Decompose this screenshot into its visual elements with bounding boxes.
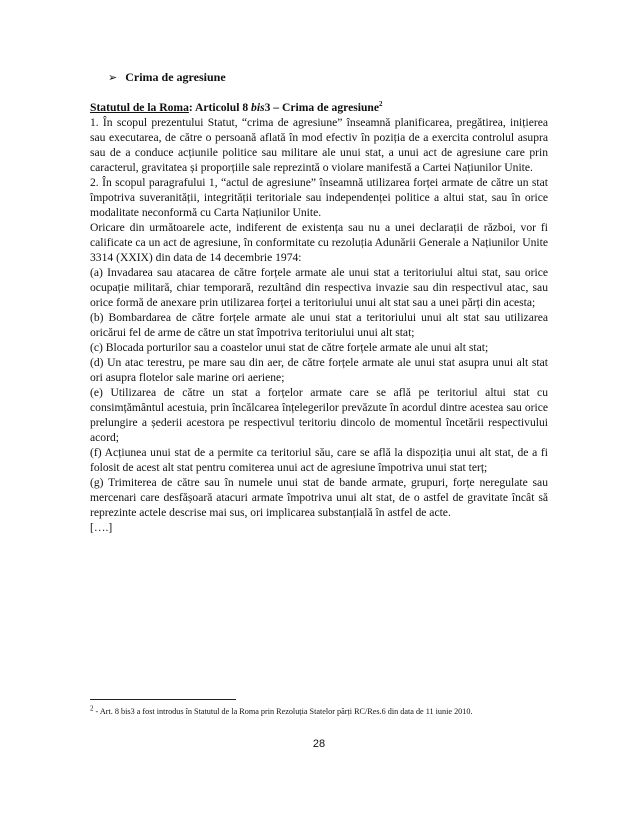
footnote-text: - Art. 8 bis3 a fost introdus în Statutul de la Roma prin Rezoluția Statelor părți RC/Res.6 din data de 11 iunie 2010. — [93, 707, 473, 716]
article-title — [90, 100, 548, 115]
footnote-divider — [90, 699, 236, 700]
statute-name: Statutul de la Roma — [90, 101, 189, 114]
paragraph-item-g: (g) Trimiterea de către sau în numele unui stat de bande armate, grupuri, forțe neregulate sau mercenari care desfășoară atacuri armate împotriva unui alt stat, de o astfel de gravitate încât să reprezinte actele descrise mai sus, ori implicarea substanțială în astfel de acte. — [90, 476, 548, 519]
paragraph-item-b: (b) Bombardarea de către forțele armate ale unui stat a teritoriului unui alt stat sau utilizarea oricărui fel de arme de către un stat împotriva teritoriului unui alt stat; — [90, 311, 548, 339]
footnote-mark: 2 — [90, 704, 94, 713]
paragraph-item-d: (d) Un atac terestru, pe mare sau din aer, de către forțele armate ale unui stat asupra unui alt stat ori asupra flotelor sale marine ori aeriene; — [90, 356, 548, 384]
document-body — [90, 100, 548, 535]
paragraph-2: 2. În scopul paragrafului 1, “actul de agresiune” înseamnă utilizarea forței armate de către un stat împotriva suveranității, integrității teritoriale sau independenței politice a altui stat, sau în orice modalitate neconformă cu Carta Națiunilor Unite. — [90, 176, 548, 219]
paragraph-acts-intro: Oricare din următoarele acte, indiferent de existența sau nu a unei declarații de război, vor fi calificate ca un act de agresiune, în conformitate cu rezoluția Adunării Generale a Națiunilor Unite 3314 (XXIX) din data de 14 decembrie 1974: — [90, 221, 548, 264]
article-subtitle: 3 – Crima de agresiune — [264, 101, 380, 114]
paragraph-1: 1. În scopul prezentului Statut, “crima de agresiune” înseamnă planificarea, pregătirea, inițierea sau executarea, de către o persoană aflată în mod efectiv în poziția de a exercita controlul asupra sau de a conduce acțiunile politice sau militare ale unui stat, a unui act de agresiune care prin caracterul, gravitatea și proporțiile sale reprezintă o violare manifestă a Cartei Națiunilor Unite. — [90, 116, 548, 174]
article-bis: bis — [251, 101, 265, 114]
paragraph-item-f: (f) Acțiunea unui stat de a permite ca teritoriul său, care se află la dispoziția unui alt stat, de a fi folosit de acest alt stat pentru comiterea unui act de agresiune împotriva unui stat terț; — [90, 446, 548, 474]
page-number: 28 — [312, 738, 326, 750]
footnote — [90, 704, 550, 717]
section-heading-text: Crima de agresiune — [125, 70, 226, 84]
paragraph-item-a: (a) Invadarea sau atacarea de către forțele armate ale unui stat a teritoriului altui stat, sau orice ocupație militară, chiar temporară, rezultând din respectiva invazie sau din respectivul atac, sau orice formă de anexare prin utilizarea forței a teritoriului unui alt stat sau a unei părți din acesta; — [90, 266, 548, 309]
paragraph-item-e: (e) Utilizarea de către un stat a forțelor armate care se află pe teritoriul altui stat cu consimțământul acestuia, prin încălcarea înțelegerilor prevăzute în acordul dintre acestea sau orice prelungire a șederii acestora pe respectivul teritoriu dincolo de momentul încetării respectivului acord; — [90, 386, 548, 444]
paragraph-item-c: (c) Blocada porturilor sau a coastelor unui stat de către forțele armate ale unui alt stat; — [90, 341, 489, 354]
ellipsis: [….] — [90, 521, 113, 534]
article-number: : Articolul 8 — [188, 101, 252, 114]
arrow-bullet-icon: ➢ — [108, 71, 118, 84]
footnote-reference: 2 — [379, 100, 383, 109]
section-heading — [108, 70, 226, 85]
